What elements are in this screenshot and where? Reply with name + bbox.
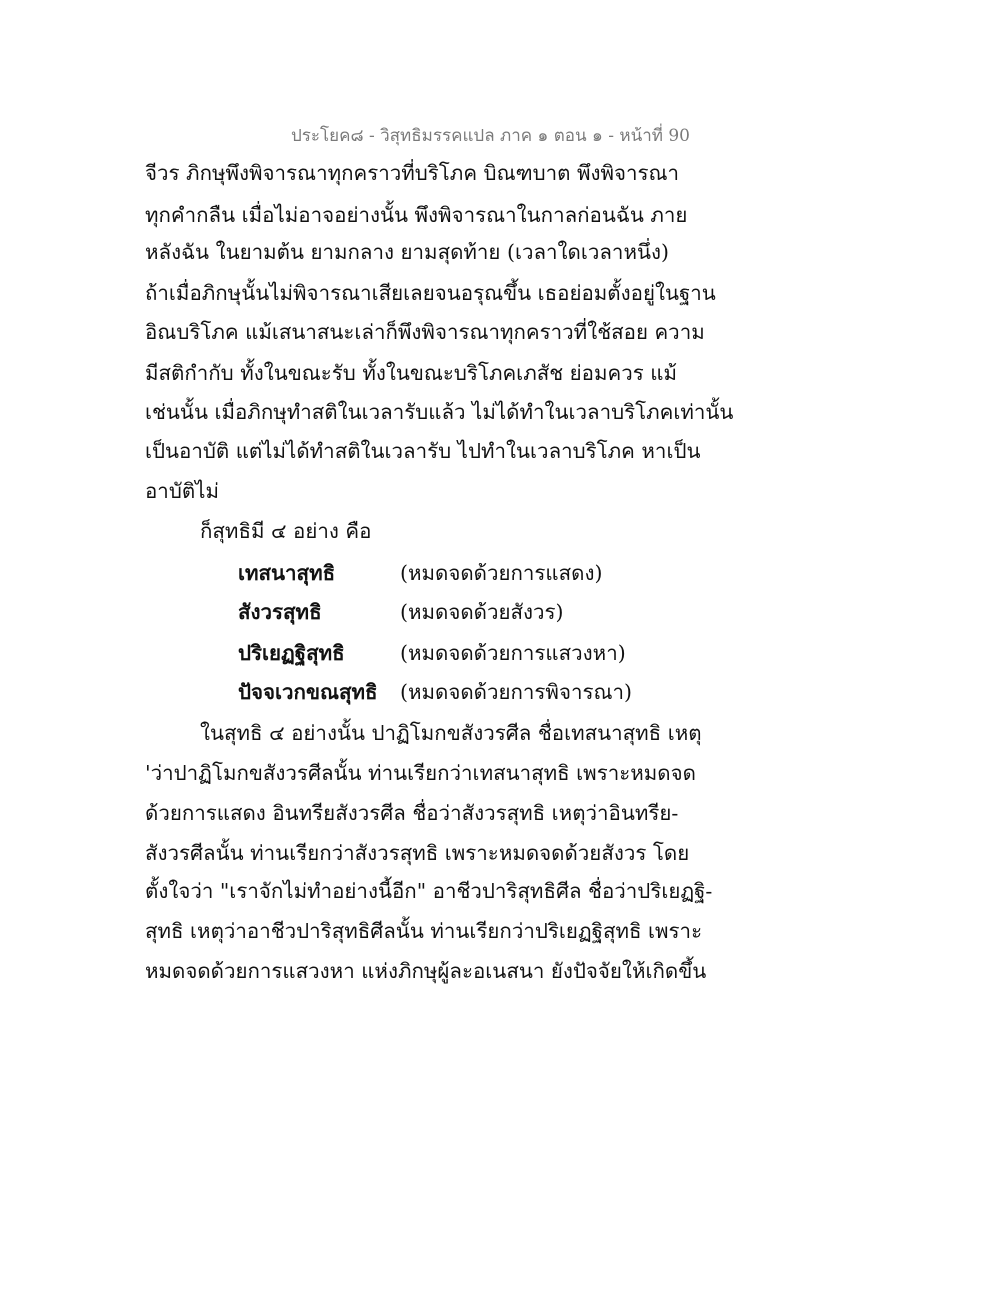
text-line: เป็นอาบัติ แต่ไม่ได้ทำสติในเวลารับ ไปทำในเวลาบริโภค หาเป็น (145, 439, 701, 463)
running-header: ประโยค๘ - วิสุทธิมรรคแปล ภาค ๑ ตอน ๑ - หน้าที่ 90 (290, 126, 690, 146)
list-intro: ก็สุทธิมี ๔ อย่าง คือ (200, 519, 372, 543)
text-line: อิณบริโภค แม้เสนาสนะเล่าก็พึงพิจารณาทุกคราวที่ใช้สอย ความ (145, 320, 705, 344)
purity-term: ปัจจเวกขณสุทธิ (238, 680, 378, 704)
text-line: เช่นนั้น เมื่อภิกษุทำสติในเวลารับแล้ว ไม่ได้ทำในเวลาบริโภคเท่านั้น (145, 400, 734, 424)
text-line: หมดจดด้วยการแสวงหา แห่งภิกษุผู้ละอเนสนา ยังปัจจัยให้เกิดขึ้น (145, 959, 707, 983)
purity-term: เทสนาสุทธิ (238, 561, 336, 585)
purity-gloss: (หมดจดด้วยการแสดง) (400, 561, 603, 585)
purity-term: สังวรสุทธิ (238, 600, 322, 624)
text-line: อาบัติไม่ (145, 479, 219, 503)
text-line: ในสุทธิ ๔ อย่างนั้น ปาฏิโมกขสังวรศีล ชื่อเทสนาสุทธิ เหตุ (200, 721, 702, 745)
text-line: ทุกคำกลืน เมื่อไม่อาจอย่างนั้น พึงพิจารณาในกาลก่อนฉัน ภาย (145, 203, 688, 227)
purity-gloss: (หมดจดด้วยการพิจารณา) (400, 680, 633, 704)
text-line: สุทธิ เหตุว่าอาชีวปาริสุทธิศีลนั้น ท่านเรียกว่าปริเยฏฐิสุทธิ เพราะ (145, 919, 703, 943)
text-line: มีสติกำกับ ทั้งในขณะรับ ทั้งในขณะบริโภคเภสัช ย่อมควร แม้ (145, 361, 677, 385)
text-line: ตั้งใจว่า "เราจักไม่ทำอย่างนี้อีก" อาชีวปาริสุทธิศีล ชื่อว่าปริเยฏฐิ- (145, 879, 713, 903)
text-line: ด้วยการแสดง อินทรียสังวรศีล ชื่อว่าสังวรสุทธิ เหตุว่าอินทรีย- (145, 801, 679, 825)
text-line: หลังฉัน ในยามต้น ยามกลาง ยามสุดท้าย (เวลาใดเวลาหนึ่ง) (145, 240, 669, 264)
text-line: สังวรศีลนั้น ท่านเรียกว่าสังวรสุทธิ เพราะหมดจดด้วยสังวร โดย (145, 841, 690, 865)
purity-term: ปริเยฏฐิสุทธิ (238, 641, 345, 665)
text-line: 'ว่าปาฏิโมกขสังวรศีลนั้น ท่านเรียกว่าเทสนาสุทธิ เพราะหมดจด (145, 761, 696, 785)
text-line: จีวร ภิกษุพึงพิจารณาทุกคราวที่บริโภค บิณฑบาต พึงพิจารณา (145, 161, 680, 185)
text-line: ถ้าเมื่อภิกษุนั้นไม่พิจารณาเสียเลยจนอรุณขึ้น เธอย่อมตั้งอยู่ในฐาน (145, 281, 716, 305)
purity-gloss: (หมดจดด้วยสังวร) (400, 600, 564, 624)
purity-gloss: (หมดจดด้วยการแสวงหา) (400, 641, 626, 665)
